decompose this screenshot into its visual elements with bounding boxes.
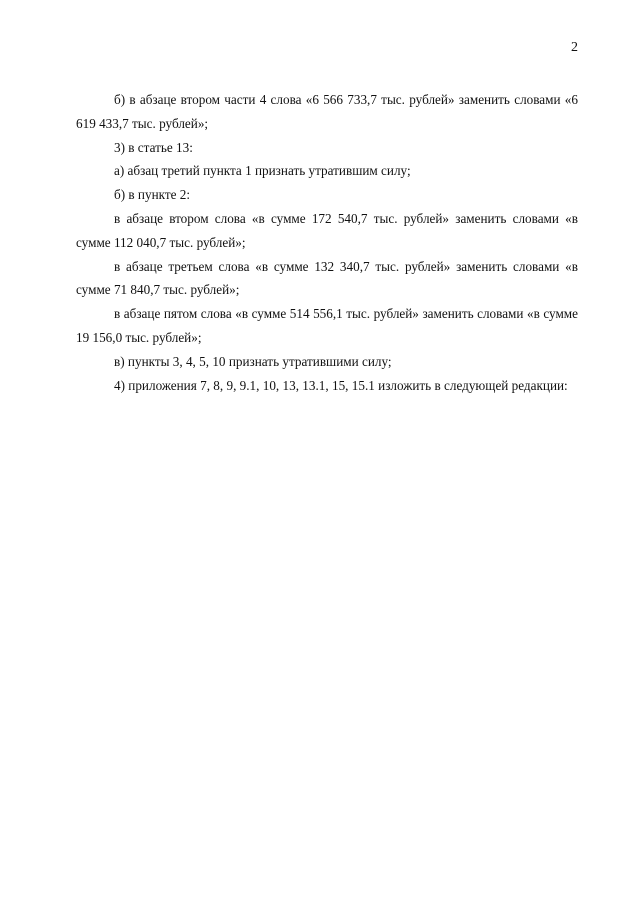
paragraph-item-v: в) пункты 3, 4, 5, 10 признать утратившими силу; — [114, 353, 392, 369]
paragraph-item-a: а) абзац третий пункта 1 признать утратившим силу; — [114, 163, 411, 179]
page-number: 2 — [571, 40, 578, 55]
paragraph-item-4-appendices: 4) приложения 7, 8, 9, 9.1, 10, 13, 13.1, 15, 15.1 изложить в следующей редакции: — [114, 377, 568, 393]
paragraph-article-13: 3) в статье 13: — [114, 139, 193, 155]
paragraph-fifth-subparagraph: в абзаце пятом слова «в сумме 514 556,1 тыс. рублей» заменить словами «в сумме 19 156,0 тыс. рублей»; — [76, 306, 578, 345]
document-body — [76, 88, 578, 397]
paragraph-item-b: б) в пункте 2: — [114, 187, 191, 203]
paragraph-third-subparagraph: в абзаце третьем слова «в сумме 132 340,7 тыс. рублей» заменить словами «в сумме 71 840,7 тыс. рублей»; — [76, 258, 578, 298]
paragraph-amendment-b-part-4: б) в абзаце втором части 4 слова «6 566 733,7 тыс. рублей» заменить словами «6 619 433,7 тыс. рублей»; — [76, 92, 578, 131]
paragraph-second-subparagraph: в абзаце втором слова «в сумме 172 540,7 тыс. рублей» заменить словами «в сумме 112 040,7 тыс. рублей»; — [76, 210, 578, 250]
